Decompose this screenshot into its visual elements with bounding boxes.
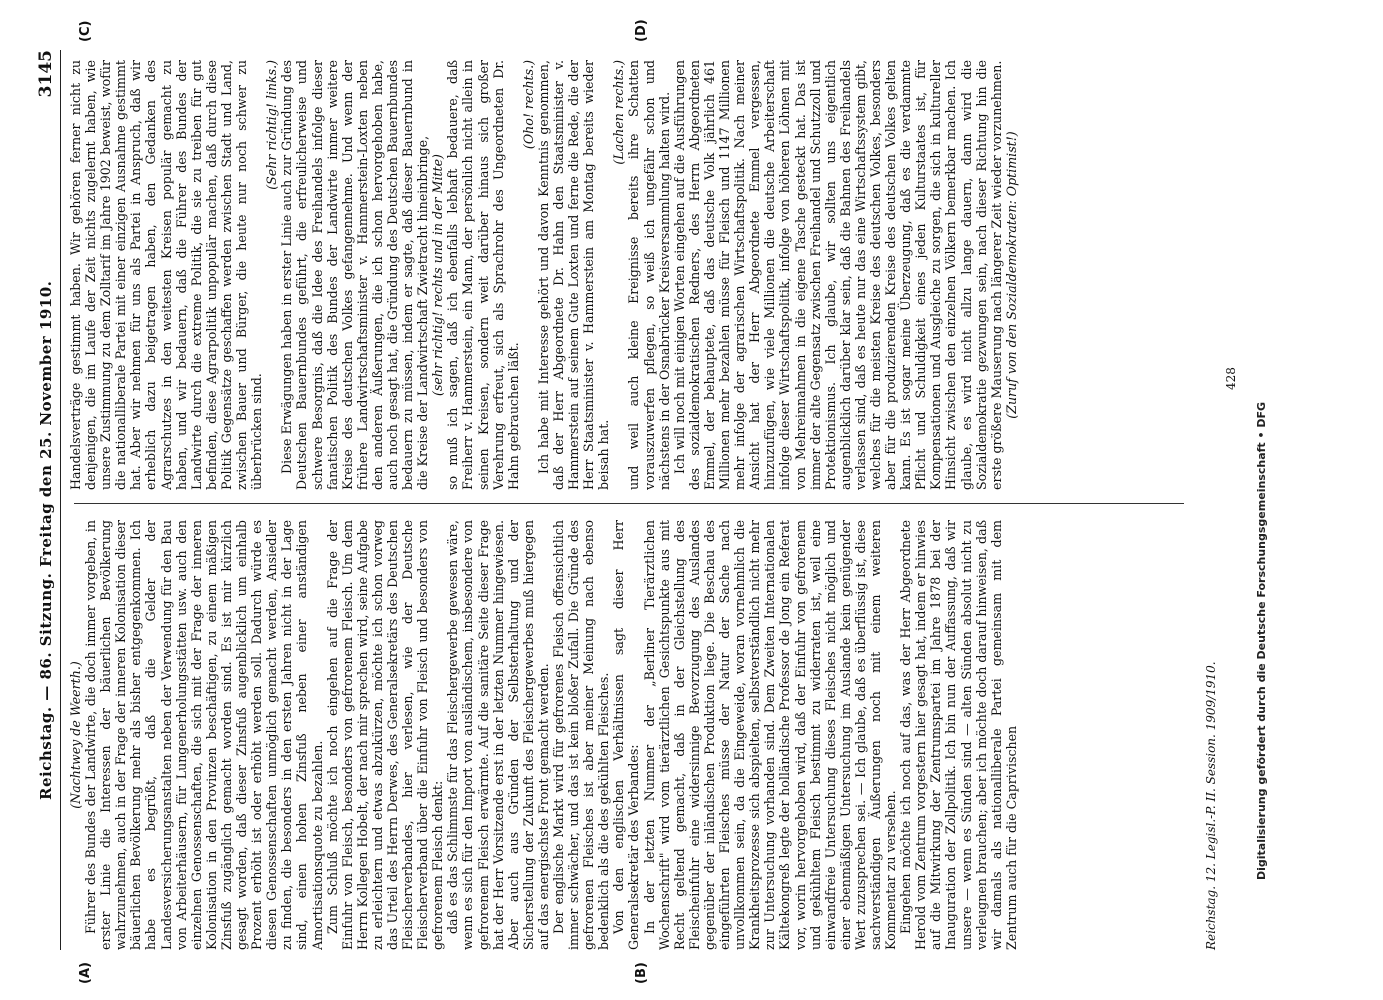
paragraph: Zum Schluß möchte ich noch eingehen auf die Frage der Einfuhr von Fleisch, besonders von gefrorenem Fleisch. Um dem Herrn Kollegen Hobelt, der nach mir sprechen wird, seine Aufgabe zu erleichtern und etwas abzukürzen, möchte ich schon vorweg das Urteil des Herrn Derwes, des Generalsekretärs des Deutschen Fleischerverbandes, hier verlesen, wie der Deutsche Fleischerverband über die Einfuhr von Fleisch und besonders von gefrorenem Fleisch denkt: [324, 520, 446, 950]
dfg-credit: Digitalisierung gefördert durch die Deutsche Forschungsgemeinschaft • DFG [1255, 401, 1268, 880]
paragraph: Eingehen möchte ich noch auf das, was der Herr Abgeordnete Herold vom Zentrum vorgestern hier gesagt hat, indem er hinwies auf die Mitwirkung der Zentrumspartei im Jahre 1878 bei der Inauguration der Zollpolitik. Ich bin nun der Auffassung, daß wir unsere — wenn es Sünden sind — alten Sünden absolut nicht zu verleugnen brauchen; aber ich möchte doch darauf hinweisen, daß wir damals als nationalliberale Partei gemeinsam mit dem Zentrum auch für die Caprivischen [898, 520, 1019, 950]
margin-mark-d: (D) [634, 19, 649, 42]
footer-sheet-number: 428 [1224, 367, 1238, 390]
interjection: (sehr richtig! rechts und in der Mitte) [430, 154, 446, 396]
paragraph: Führer des Bundes der Landwirte, die doch immer vorgeben, in erster Linie die Interessen der bäuerlichen Bevölkerung wahrzunehmen, auch in der Frage der inneren Kolonisation dieser bäuerlichen Bevölkerung mehr als bisher entgegenkommen. Ich habe es begrüßt, daß die Gelder der Landesversicherungsanstalten neben der Verwendung für den Bau von Arbeiterhäusern, für Lungenerholungsstätten usw. auch den einzelnen Genossenschaften, die sich mit der Frage der inneren Kolonisation in den Provinzen beschäftigen, zu einem mäßigen Zinsfuß zugänglich gemacht worden sind. Es ist mir kürzlich gesagt worden, daß dieser Zinsfuß augenblicklich um einhalb Prozent erhöht ist oder erhöht werden soll. Dadurch würde es diesen Genossenschaften unmöglich gemacht werden, Ansiedler zu finden, die besonders in den ersten Jahren nicht in der Lage sind, einen hohen Zinsfuß neben einer anständigen Amortisationsquote zu bezahlen. [83, 520, 325, 950]
paragraph: so muß ich sagen, daß ich ebenfalls lebhaft bedauere, daß Freiherr v. Hammerstein, ein Mann, der persönlich nicht allein in seinen Kreisen, sondern weit darüber hinaus sich großer Verehrung erfreut, sich als Sprachrohr des Ungeordneten Dr. Hahn gebrauchen läßt. [445, 60, 521, 490]
column-left [68, 520, 1188, 950]
paragraph: Diese Erwägungen haben in erster Linie auch zur Gründung des Deutschen Bauernbundes geführt, die erfreulicherweise und schwere Besorgnis, daß die Idee des Freihandels infolge dieser fanatischen Politik des Bundes der Landwirte immer weitere Kreise des deutschen Volkes gefangennehme. Und wenn der frühere Landwirtschaftsminister v. Hammerstein-Loxten neben den anderen Äußerungen, die ich schon hervorgehoben habe, auch noch gesagt hat, die Gründung des Deutschen Bauernbundes bedauern zu müssen, indem er sagte, daß dieser Bauernbund in die Kreise der Landwirtschaft Zwietracht hineinbringe, [279, 60, 431, 490]
quote-paragraph: In der letzten Nummer der „Berliner Tierärztlichen Wochenschrift" wird vom tierärztlichen Gesichtspunkte aus mit Recht geltend gemacht, daß in der Gleichstellung des Fleischeinfuhr eine widersinnige Bevorzugung des Auslandes gegenüber der inländischen Produktion liege. Die Beschau des eingeführten Fleisches müsse der Natur der Sache nach unvollkommen sein, da die Eingeweide, woran vornehmlich die Krankheitsprozesse sich abspielten, selbstverständlich nicht mehr zur Untersuchung vorhanden sind. Dem Zweiten Internationalen Kältekongreß legte der holländische Professor de Jong ein Referat vor, worin hervorgehoben wird, daß der Einfuhr von gefrorenem und gekühltem Fleisch bestimmt zu widerraten ist, weil eine einwandfreie Untersuchung dieses Fleisches nicht möglich und einer ebenmäßigen Untersuchung im Auslande kein genügender Wert zuzusprechen sei. — Ich glaube, daß es überflüssig ist, diese sachverständigen Äußerungen noch mit einem weiteren Kommentar zu versehen. [641, 520, 899, 950]
column-right [68, 60, 1188, 490]
paragraph: Handelsverträge gestimmt haben. Wir gehören ferner nicht zu denjenigen, die im Laufe der Zeit nichts zugelernt haben, wie unsere Zustimmung zu dem Zolltarif im Jahre 1902 beweist, wofür die nationalliberale Partei mit einer einzigen Ausnahme gestimmt hat. Aber wir nehmen für uns als Partei in Anspruch, daß wir erheblich dazu beigetragen haben, den Gedanken des Agrarschutzes in den weitesten Kreisen populär gemacht zu haben, und wir bedauern, daß die Führer des Bundes der Landwirte durch die extreme Politik, die sie zu treiben für gut befinden, diese Agrarpolitik unpopulär machen, daß durch diese Politik Gegensätze geschaffen werden zwischen Stadt und Land, zwischen Bauer und Bürger, die heute nur noch schwer zu überbrücken sind. [68, 60, 265, 490]
paragraph: Von den englischen Verhältnissen sagt dieser Herr Generalsekretär des Verbandes: [611, 520, 642, 950]
paragraph: Ich habe mit Interesse gehört und davon Kenntnis genommen, daß der Herr Abgeordnete Dr. Hahn den Staatsminister v. Hammerstein auf seinem Gute Loxten und ferne die Rede, die der Herr Staatsminister v. Hammerstein am Montag bereits wieder beisah hat. [535, 60, 612, 490]
footer-session: Reichstag. 12. Legisl.-P. II. Session. 1909/1910. [1204, 661, 1218, 950]
quote-paragraph: daß es das Schlimmste für das Fleischergewerbe gewesen wäre, wenn es sich für den Import von ausländischem, insbesondere von gefrorenem Fleisch erwärmte. Auf die sanitäre Seite dieser Frage hat der Herr Vorsitzende erst in der letzten Nummer hingewiesen. Aber auch aus Gründen der Selbsterhaltung und der Sicherstellung der Zukunft des Fleischergewerbes muß hiergegen auf das energischste Front gemacht werden. [445, 520, 551, 950]
column-divider [74, 503, 1184, 504]
paragraph: Ich will noch mit einigen Worten eingehen auf die Ausführungen des sozialdemokratischen Redners, des Herrn Abgeordneten Emmel, der behauptete, daß das deutsche Volk jährlich 461 Millionen mehr bezahlen müsse für Fleisch und 1147 Millionen mehr infolge der agrarischen Wirtschaftspolitik. Nach meiner Ansicht hat der Herr Abgeordnete Emmel vergessen, hinzuzufügen, wie viele Millionen die deutsche Arbeiterschaft infolge dieser Wirtschaftspolitik, infolge von höheren Löhnen mit von Mehreinnahmen in die eigene Tasche gesteckt hat. Das ist immer der alte Gegensatz zwischen Freihandel und Schutzzoll und Protektionismus. Ich glaube, wir sollten uns eigentlich augenblicklich darüber klar sein, daß die Bahnen des Freihandels verlassen sind, daß es heute nur das eine Wirtschaftssystem gibt, welches für die meisten Kreise des deutschen Volkes, besonders aber für die produzierenden Kreise des deutschen Volkes gelten kann. Es ist sogar meine Überzeugung, daß es die verdammte Pflicht und Schuldigkeit eines jeden Kulturstaates ist, für Kompensationen und Ausgleiche zu sorgen, die sich in kultureller Hinsicht zwischen den einzelnen Völkern bemerkbar machen. Ich glaube, es wird nicht allzu lange dauern, dann wird die Sozialdemokratie gezwungen sein, nach dieser Richtung hin die erste größere Mauserung nach längerer Zeit wieder vorzunehmen. [671, 60, 1004, 490]
page-header [34, 50, 61, 950]
margin-mark-c: (C) [78, 20, 93, 42]
margin-mark-a: (A) [78, 962, 93, 984]
quote-paragraph: Der englische Markt wird für gefrorenes Fleisch offensichtlich immer schwächer, und das ist kein bloßer Zufall. Die Gründe des gefrorenen Fleisches ist aber meiner Meinung nach ebenso bedenklich als die des gekühlten Fleisches. [551, 520, 612, 950]
header-title: Reichstag. — 86. Sitzung. Freitag den 25. November 1910. [37, 280, 55, 800]
speaker-label: (Nachtwey de Weerth.) [68, 661, 83, 809]
interjection: (Lachen rechts.) [611, 60, 627, 165]
interjection: (Sehr richtig! links.) [264, 60, 280, 190]
interjection: (Zuruf von den Sozialdemokraten: Optimist!) [1003, 131, 1019, 419]
interjection: (Oho! rechts.) [520, 60, 536, 150]
margin-mark-b: (B) [634, 962, 649, 984]
paragraph: und weil auch kleine Ereignisse bereits ihre Schatten vorauszuwerfen pflegen, so weiß ich ungefähr schon und nächstens in der Osnabrücker Kreisversammlung halten wird. [626, 60, 672, 490]
scanned-page [34, 19, 1284, 984]
header-page-number: 3145 [36, 50, 56, 98]
